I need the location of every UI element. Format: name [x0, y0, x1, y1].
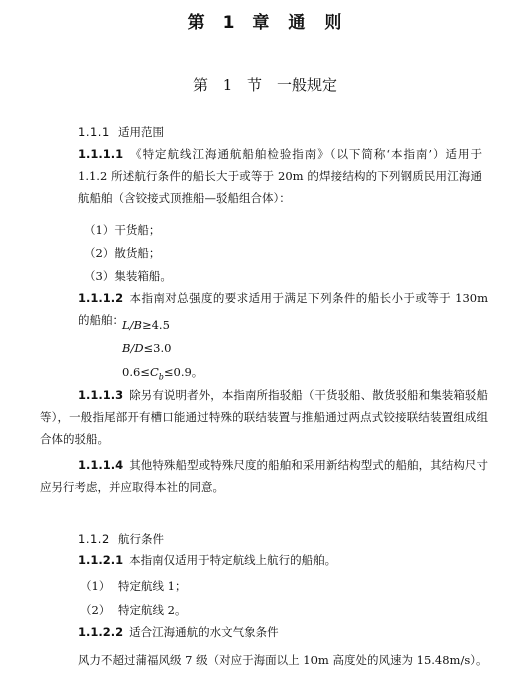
formula-block-coefficient — [122, 364, 203, 381]
list-item-number: （1） — [80, 579, 111, 593]
clause-1-1-1-1 — [78, 143, 482, 209]
formula-variable: C — [149, 365, 159, 379]
subsection-title: 适用范围 — [118, 125, 164, 139]
subsection-number: 1.1.1 — [78, 125, 110, 139]
clause-text: 本指南仅适用于特定航线上航行的船舶。 — [129, 553, 337, 567]
list-item-text: 特定航线 2。 — [118, 603, 187, 617]
chapter-title: 第 1 章 通 则 — [187, 13, 343, 33]
clause-number: 1.1.2.2 — [78, 625, 124, 639]
list-item: （2）散货船； — [84, 246, 161, 260]
wind-condition-line: 风力不超过蒲福风级 7 级（对应于海面以上 10m 高度处的风速为 15.48m/s）。 — [78, 653, 488, 667]
list-item: （1）干货船； — [84, 223, 161, 237]
clause-1-1-2-2 — [78, 621, 488, 643]
clause-text: 其他特殊船型或特殊尺度的船舶和采用新结构型式的船舶，其结构尺寸应另行考虑，并应取得本社的同意。 — [40, 458, 488, 494]
subsection-heading-1-1-1 — [78, 124, 164, 140]
formula-relation: ≤3.0 — [143, 341, 172, 355]
formula-relation: ≥4.5 — [141, 318, 170, 332]
clause-text: 《特定航线江海通航船舶检验指南》（以下简称‘本指南’）适用于 1.1.2 所述航行条件的船长大于或等于 20m 的焊接结构的下列钢质民用江海通航船舶（含铰接式顶推船—驳船组合体）： — [78, 147, 482, 205]
clause-number: 1.1.1.1 — [78, 147, 124, 161]
list-item-text: 特定航线 1； — [118, 579, 187, 593]
section-title: 第 1 节 一般规定 — [192, 76, 338, 94]
subsection-title: 航行条件 — [118, 532, 164, 546]
clause-1-1-1-3 — [40, 384, 488, 450]
clause-text: 除另有说明者外，本指南所指驳船（干货驳船、散货驳船和集装箱驳船等），一般指尾部开有槽口能通过特殊的联结装置与推船通过两点式铰接联结装置组成组合体的驳船。 — [40, 388, 488, 446]
clause-1-1-2-1 — [78, 549, 488, 571]
list-item — [80, 602, 186, 618]
clause-number: 1.1.1.3 — [78, 388, 124, 402]
formula-length-breadth — [122, 318, 170, 332]
list-item: （3）集装箱船。 — [84, 269, 172, 283]
formula-breadth-depth — [122, 341, 171, 355]
list-item-number: （2） — [80, 603, 111, 617]
subsection-number: 1.1.2 — [78, 532, 110, 546]
subsection-heading-1-1-2 — [78, 531, 164, 547]
formula-variable: B/D — [122, 341, 144, 355]
clause-number: 1.1.1.2 — [78, 291, 124, 305]
clause-number: 1.1.2.1 — [78, 553, 124, 567]
clause-text: 适合江海通航的水文气象条件 — [129, 625, 279, 639]
formula-subscript: b — [158, 372, 164, 382]
clause-1-1-1-4 — [40, 454, 488, 498]
formula-relation: ≤0.9。 — [163, 365, 204, 379]
formula-lower-bound: 0.6≤ — [122, 365, 150, 379]
formula-variable: L/B — [122, 318, 142, 332]
list-item — [80, 578, 186, 594]
clause-number: 1.1.1.4 — [78, 458, 124, 472]
clause-text: 本指南对总强度的要求适用于满足下列条件的船长小于或等于 130m 的船舶： — [78, 291, 488, 327]
